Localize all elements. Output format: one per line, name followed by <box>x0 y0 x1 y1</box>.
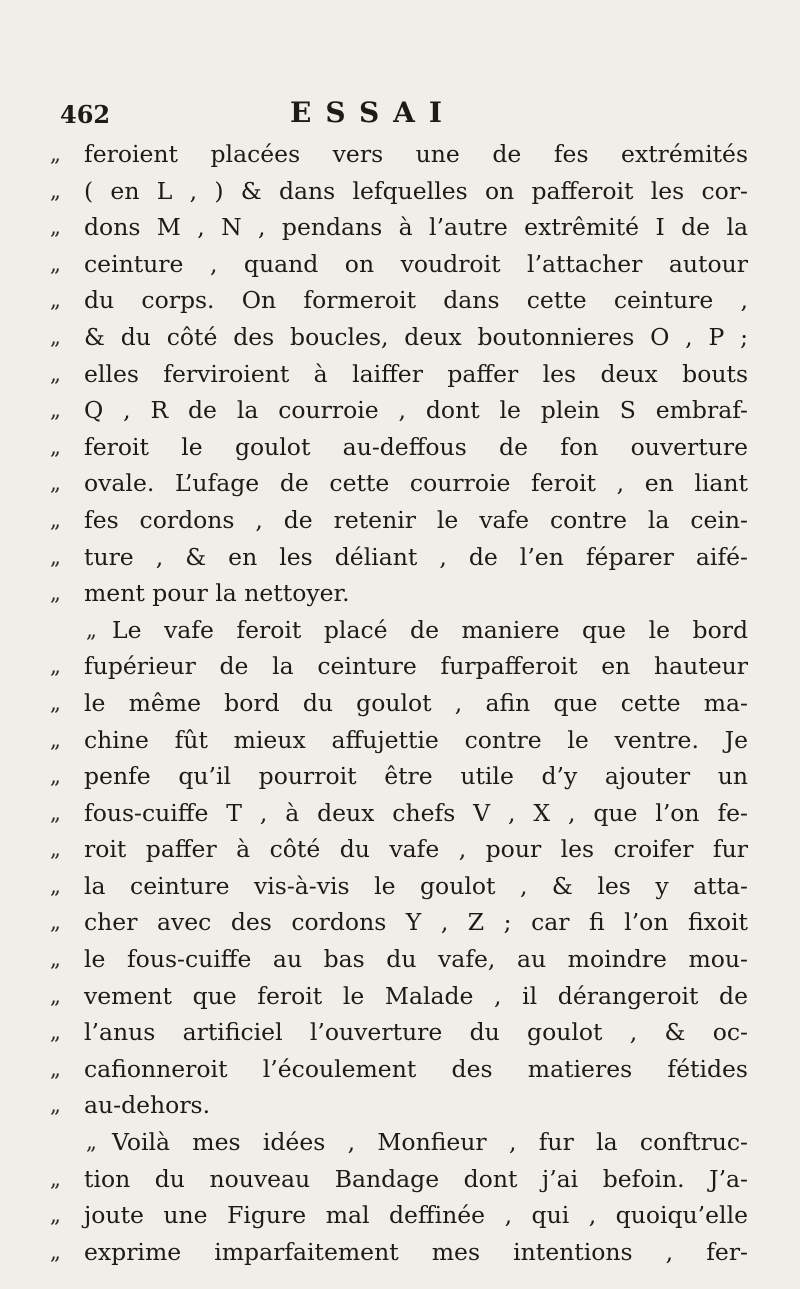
text-line <box>50 1051 750 1088</box>
text-line <box>50 722 750 759</box>
line-text: fous-cuiffe T , à deux chefs V , X , que l’on fe- <box>84 798 748 827</box>
page-header <box>60 96 740 132</box>
quote-mark: „ <box>50 764 61 789</box>
text-line <box>50 173 750 210</box>
quote-mark: „ <box>50 178 61 203</box>
quote-mark: „ <box>50 1239 61 1264</box>
text-line <box>50 978 750 1015</box>
quote-mark: „ <box>50 1166 61 1191</box>
text-line <box>50 758 750 795</box>
line-text: cher avec des cordons Y , Z ; car fi l’on fixoit <box>84 908 748 937</box>
quote-mark: „ <box>50 1020 61 1045</box>
text-line <box>50 1234 750 1271</box>
text-line <box>50 465 750 502</box>
line-text: au-dehors. <box>84 1091 211 1120</box>
text-line <box>50 429 750 466</box>
line-text: l’anus artificiel l’ouverture du goulot , & oc- <box>84 1018 748 1047</box>
text-line <box>50 502 750 539</box>
text-line <box>50 1161 750 1198</box>
body-text <box>50 136 750 1270</box>
quote-mark: „ <box>50 398 61 423</box>
text-line <box>50 941 750 978</box>
page-number: 462 <box>60 100 111 129</box>
text-line <box>50 356 750 393</box>
line-text: & du côté des boucles, deux boutonnieres O , P ; <box>84 322 748 351</box>
text-line <box>50 392 750 429</box>
quote-mark: „ <box>50 873 61 898</box>
text-line <box>50 1014 750 1051</box>
text-line <box>50 904 750 941</box>
line-text: Voilà mes idées , Monfieur , fur la conftruc- <box>112 1128 748 1157</box>
line-text: fes cordons , de retenir le vafe contre la cein- <box>84 505 748 534</box>
line-text: chine fût mieux affujettie contre le ventre. Je <box>84 725 748 754</box>
text-line <box>50 868 750 905</box>
quote-mark: „ <box>50 288 61 313</box>
running-title: ESSAI <box>290 96 456 129</box>
quote-mark: „ <box>50 1203 61 1228</box>
quote-mark: „ <box>50 251 61 276</box>
line-text: penfe qu’il pourroit être utile d’y ajouter un <box>84 762 748 791</box>
text-line <box>50 319 750 356</box>
text-line <box>50 282 750 319</box>
quote-mark: „ <box>50 434 61 459</box>
quote-mark: „ <box>50 910 61 935</box>
line-text: exprime imparfaitement mes intentions , fer- <box>84 1237 748 1266</box>
quote-mark: „ <box>50 690 61 715</box>
line-text: ture , & en les déliant , de l’en féparer aifé- <box>84 542 748 571</box>
line-text: fupérieur de la ceinture furpafferoit en hauteur <box>84 652 748 681</box>
quote-mark: „ <box>50 800 61 825</box>
quote-mark: „ <box>50 471 61 496</box>
line-text: du corps. On formeroit dans cette ceinture , <box>84 286 748 315</box>
text-line <box>50 1197 750 1234</box>
quote-mark: „ <box>50 1056 61 1081</box>
quote-mark: „ <box>50 654 61 679</box>
quote-mark: „ <box>50 1093 61 1118</box>
line-text: tion du nouveau Bandage dont j’ai befoin. J’a- <box>84 1164 748 1193</box>
quote-mark: „ <box>50 544 61 569</box>
line-text: ovale. L’ufage de cette courroie feroit , en liant <box>84 469 748 498</box>
quote-mark: „ <box>50 983 61 1008</box>
text-line <box>50 648 750 685</box>
text-line <box>50 795 750 832</box>
text-line <box>50 246 750 283</box>
line-text: roit paffer à côté du vafe , pour les croifer fur <box>84 835 748 864</box>
line-text: ment pour la nettoyer. <box>84 579 350 608</box>
text-line <box>50 575 750 612</box>
line-text: le fous-cuiffe au bas du vafe, au moindre mou- <box>84 945 748 974</box>
quote-mark: „ <box>86 1130 97 1155</box>
quote-mark: „ <box>50 361 61 386</box>
line-text: feroient placées vers une de fes extrémités <box>84 140 748 168</box>
text-line <box>50 831 750 868</box>
text-line <box>50 209 750 246</box>
quote-mark: „ <box>50 507 61 532</box>
line-text: dons M , N , pendans à l’autre extrêmité I de la <box>84 213 748 242</box>
text-line <box>50 539 750 576</box>
line-text: elles ferviroient à laiffer paffer les deux bouts <box>84 359 748 388</box>
text-line <box>50 612 750 649</box>
quote-mark: „ <box>50 142 61 166</box>
line-text: le même bord du goulot , afin que cette ma- <box>84 688 748 717</box>
quote-mark: „ <box>86 617 97 642</box>
line-text: feroit le goulot au-deffous de fon ouverture <box>84 432 748 461</box>
line-text: joute une Figure mal deffinée , qui , quoiqu’elle <box>84 1201 748 1230</box>
line-text: vement que feroit le Malade , il dérangeroit de <box>84 981 748 1010</box>
quote-mark: „ <box>50 837 61 862</box>
line-text: ( en L , ) & dans lefquelles on pafferoit les cor- <box>84 176 748 205</box>
quote-mark: „ <box>50 324 61 349</box>
quote-mark: „ <box>50 215 61 240</box>
line-text: Q , R de la courroie , dont le plein S embraf- <box>84 396 748 425</box>
text-line <box>50 685 750 722</box>
quote-mark: „ <box>50 727 61 752</box>
text-line <box>50 1087 750 1124</box>
text-line <box>50 1124 750 1161</box>
quote-mark: „ <box>50 581 61 606</box>
line-text: ceinture , quand on voudroit l’attacher autour <box>84 249 748 278</box>
line-text: la ceinture vis-à-vis le goulot , & les y atta- <box>84 871 748 900</box>
line-text: cafionneroit l’écoulement des matieres fétides <box>84 1054 748 1083</box>
quote-mark: „ <box>50 947 61 972</box>
line-text: Le vafe feroit placé de maniere que le bord <box>112 615 748 644</box>
text-line <box>50 136 750 173</box>
